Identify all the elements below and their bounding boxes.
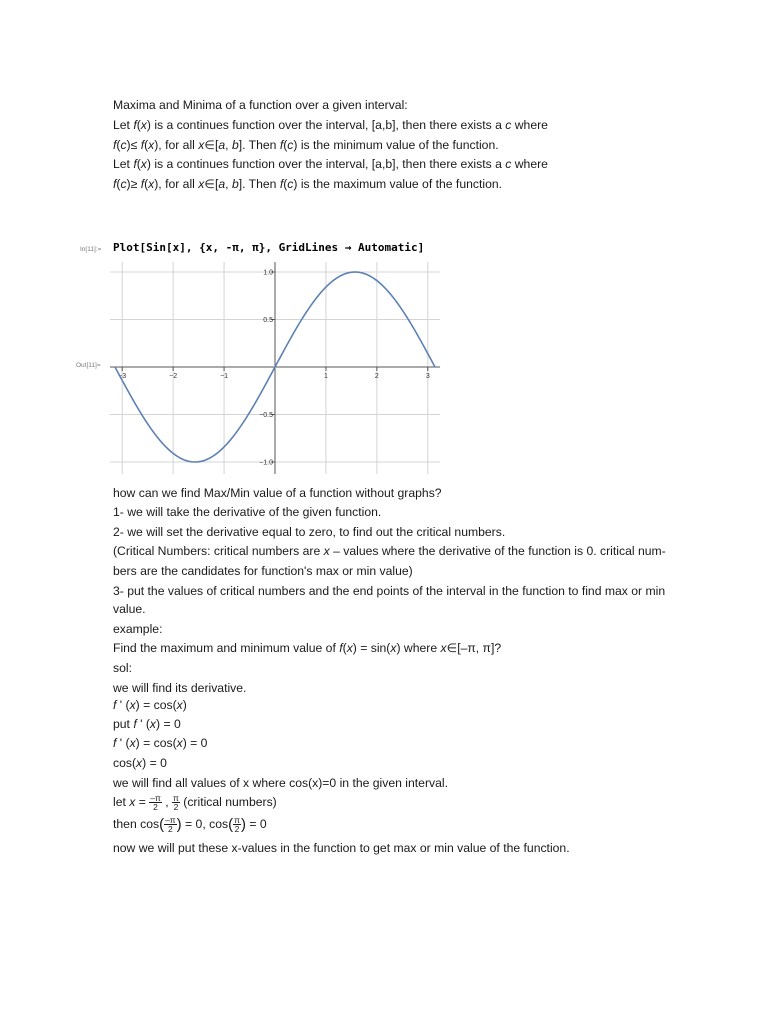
derivative-intro: we will find its derivative. [113,681,247,695]
fraction-neg-pi-over-2: $\frac{-\pi}{2}$ [150,793,161,813]
intro-line-2: f(c)≤ f(x), for all x∈[a, b]. Then f(c) is the minimum value of the function. [113,138,499,152]
fraction-pi-over-2: $\frac{\pi}{2}$ [173,793,179,813]
y-tick-label: −0.5 [259,412,273,419]
eq-derivative: f ' (x) = cos(x) [113,698,187,712]
input-cell-code[interactable]: Plot[Sin[x], {x, -π, π}, GridLines → Automatic] [113,241,425,254]
step-3: 3- put the values of critical numbers and the end points of the interval in the function to find max or min [113,584,666,598]
input-cell-tag: In[11]:= [80,246,102,253]
critical-note-1: (Critical Numbers: critical numbers are x – values where the derivative of the function is 0. critical num- [113,544,666,558]
step-3-cont: value. [113,602,146,616]
conclusion-line: now we will put these x-values in the function to get max or min value of the function. [113,841,570,855]
sine-plot [110,262,440,474]
question-line: how can we find Max/Min value of a function without graphs? [113,486,442,500]
x-tick-label: −3 [118,373,127,380]
output-cell-tag: Out[11]= [76,362,101,369]
x-tick-label: 1 [323,373,328,380]
intro-line-4: f(c)≥ f(x), for all x∈[a, b]. Then f(c) is the maximum value of the function. [113,177,503,191]
find-all-line: we will find all values of x where cos(x)=0 in the given interval. [113,776,448,790]
y-tick-label: 0.5 [263,317,273,324]
x-tick-label: 2 [374,373,379,380]
x-tick-label: −2 [169,373,178,380]
critical-note-2: bers are the candidates for function's max or min value) [113,564,413,578]
eq-put-zero: put f ' (x) = 0 [113,717,181,731]
step-2: 2- we will set the derivative equal to zero, to find out the critical numbers. [113,525,506,539]
y-tick-label: −1.0 [259,459,273,467]
eq-cos-zero: cos(x) = 0 [113,756,167,770]
step-1: 1- we will take the derivative of the given function. [113,505,382,519]
intro-heading: Maxima and Minima of a function over a given interval: [113,98,408,112]
x-tick-label: 3 [425,373,430,380]
intro-line-3: Let f(x) is a continues function over the interval, [a,b], then there exists a c where [113,157,548,171]
eq-derivative-zero: f ' (x) = cos(x) = 0 [113,736,208,750]
x-tick-label: −1 [220,373,229,380]
y-tick-label: 1.0 [263,269,273,277]
then-cos-line: then cos( $\frac{-\pi}{2}$ ) = 0, cos( $\frac{\pi}{2}$ ) = 0 [113,815,267,835]
example-problem: Find the maximum and minimum value of f(x) = sin(x) where x∈[–π, π]? [113,641,502,655]
critical-values-line: let x = $\frac{-\pi}{2}$ , $\frac{\pi}{2}$ (critical numbers) [113,793,277,813]
sol-label: sol: [113,661,132,675]
intro-line-1: Let f(x) is a continues function over the interval, [a,b], then there exists a c where [113,118,548,132]
example-label: example: [113,622,163,636]
